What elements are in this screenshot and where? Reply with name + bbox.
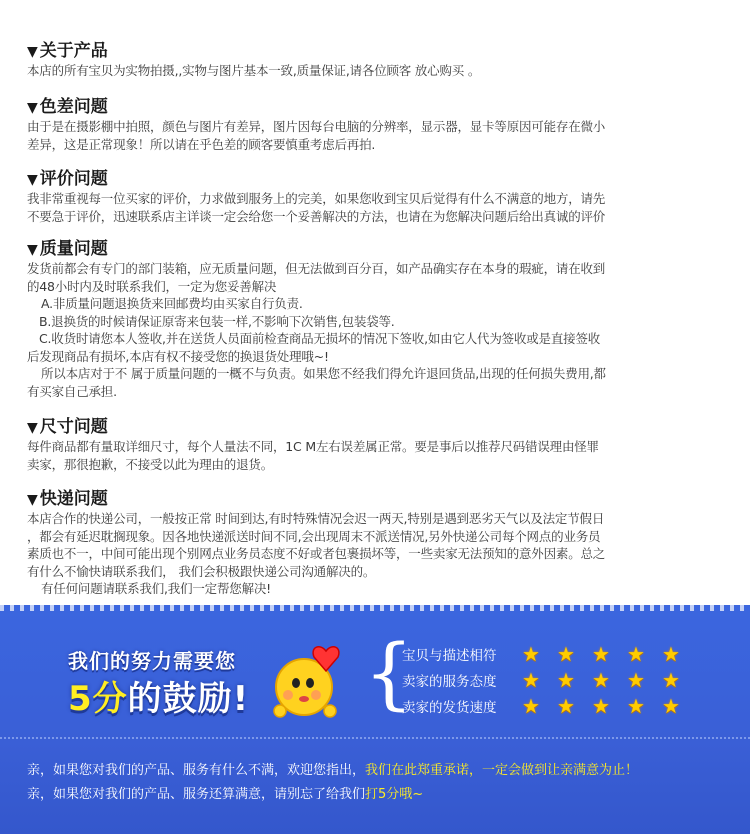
- star-icon: ★: [592, 694, 610, 718]
- section-text: ，都会有延迟耽搁现象。因各地快递派送时间不同,会出现周末不派送情况,另外快递公司每个网点的业务员: [27, 528, 601, 544]
- triangle-icon: ▼: [27, 420, 38, 436]
- section-text: A.非质量问题退换货来回邮费均由买家自行负责.: [41, 296, 303, 311]
- rating-label: 宝贝与描述相符: [402, 648, 497, 664]
- star-icon: ★: [522, 694, 540, 718]
- triangle-icon: ▼: [27, 172, 38, 188]
- section-text: 发货前都会有专门的部门装箱，应无质量问题，但无法做到百分百，如产品确实存在本身的瑕疵，请在收到: [27, 261, 606, 276]
- section-text: 所以本店对于不 属于质量问题的一概不与负责。如果您不经我们得允许退回货品,出现的任何损失费用,都: [41, 366, 606, 381]
- section-size: [27, 416, 727, 473]
- star-icon: ★: [557, 694, 575, 718]
- feedback-message: 亲，如果您对我们的产品、服务有什么不满，欢迎您指出，我们在此郑重承诺，一定会做到让亲满意为止！: [27, 763, 639, 778]
- rating-list: [402, 641, 697, 719]
- star-icon: ★: [662, 642, 680, 666]
- star-icon: ★: [557, 642, 575, 666]
- rating-row: [402, 693, 697, 719]
- section-text: 每件商品都有量取详细尺寸，每个人量法不同，1C M左右误差属正常。要是事后以推荐尺码错误理由怪罪: [27, 439, 599, 454]
- section-text: 卖家，那很抱歉，不接受以此为理由的退货。: [27, 456, 274, 472]
- star-icon: ★: [522, 642, 540, 666]
- section-text: 由于是在摄影棚中拍照，颜色与图片有差异，图片因每台电脑的分辨率，显示器，显卡等原因可能存在微小: [27, 119, 606, 134]
- star-icon: ★: [627, 668, 645, 692]
- star-group: [522, 668, 697, 692]
- triangle-icon: ▼: [27, 100, 38, 116]
- rating-label: 卖家的服务态度: [402, 674, 497, 690]
- section-text: 素质也不一，中间可能出现个别网点业务员态度不好或者包裹损坏等，一些卖家无法预知的意外因素。总之: [27, 546, 606, 561]
- star-group: [522, 642, 697, 666]
- section-text: 本店合作的快递公司，一般按正常 时间到达,有时特殊情况会迟一两天,特别是遇到恶劣天气以及法定节假日: [27, 511, 605, 526]
- rating-label: 卖家的发货速度: [402, 700, 497, 716]
- section-title: ▼ 关于产品: [27, 41, 108, 61]
- rating-request-message: 亲，如果您对我们的产品、服务还算满意，请别忘了给我们打5分哦~: [27, 787, 424, 802]
- star-icon: ★: [662, 694, 680, 718]
- rating-row: [402, 641, 697, 667]
- section-text: C.收货时请您本人签收,并在送货人员面前检查商品无损坏的情况下签收,如由它人代为签收或是直接签收: [39, 331, 601, 346]
- slogan-rest: 的鼓励!: [127, 679, 250, 719]
- section-quality: [27, 238, 727, 400]
- section-title: ▼ 质量问题: [27, 239, 108, 259]
- banner-divider: [0, 605, 750, 611]
- section-text: 有什么不愉快请联系我们， 我们会积极跟快递公司沟通解决的。: [27, 563, 376, 579]
- star-icon: ★: [662, 668, 680, 692]
- section-text: 不要急于评价，迅速联系店主详谈一定会给您一个妥善解决的方法，也请在为您解决问题后给出真诚的评价: [27, 208, 606, 224]
- star-icon: ★: [522, 668, 540, 692]
- section-text: B.退换货的时候请保证原寄来包装一样,不影响下次销售,包装袋等.: [39, 313, 395, 329]
- section-text: 后发现商品有损坏,本店有权不接受您的换退货处理哦~!: [27, 348, 329, 364]
- star-icon: ★: [592, 642, 610, 666]
- section-text: 有任何问题请联系我们,我们一定帮您解决!: [41, 581, 271, 596]
- banner-headline: 我们的努力需要您: [68, 649, 236, 673]
- star-icon: ★: [627, 694, 645, 718]
- section-title: ▼ 尺寸问题: [27, 417, 108, 437]
- star-group: [522, 694, 697, 718]
- brace-decoration: {: [364, 629, 414, 719]
- section-text: 本店的所有宝贝为实物拍摄,,实物与图片基本一致,质量保证,请各位顾客 放心购买 。: [27, 63, 481, 78]
- triangle-icon: ▼: [27, 44, 38, 60]
- section-title: ▼ 快递问题: [27, 489, 108, 509]
- rating-banner: [0, 605, 750, 834]
- kiss-mascot-icon: [268, 641, 350, 723]
- section-shipping: [27, 488, 727, 598]
- triangle-icon: ▼: [27, 492, 38, 508]
- banner-slogan: [68, 671, 249, 720]
- section-color-difference: [27, 96, 727, 153]
- dotted-divider: [0, 737, 750, 739]
- star-icon: ★: [557, 668, 575, 692]
- section-text: 有买家自己承担.: [27, 383, 117, 399]
- triangle-icon: ▼: [27, 242, 38, 258]
- section-review: [27, 168, 727, 225]
- section-text: 的48小时内及时联系我们，一定为您妥善解决: [27, 278, 277, 294]
- slogan-score: 5分: [68, 679, 128, 719]
- section-title: ▼ 色差问题: [27, 97, 108, 117]
- section-title: ▼ 评价问题: [27, 169, 108, 189]
- section-text: 我非常重视每一位买家的评价，力求做到服务上的完美，如果您收到宝贝后觉得有什么不满意的地方，请先: [27, 191, 606, 206]
- section-text: 差异，这是正常现象！所以请在乎色差的顾客要慎重考虑后再拍.: [27, 136, 376, 152]
- star-icon: ★: [592, 668, 610, 692]
- star-icon: ★: [627, 642, 645, 666]
- rating-row: [402, 667, 697, 693]
- section-about-product: [27, 40, 727, 80]
